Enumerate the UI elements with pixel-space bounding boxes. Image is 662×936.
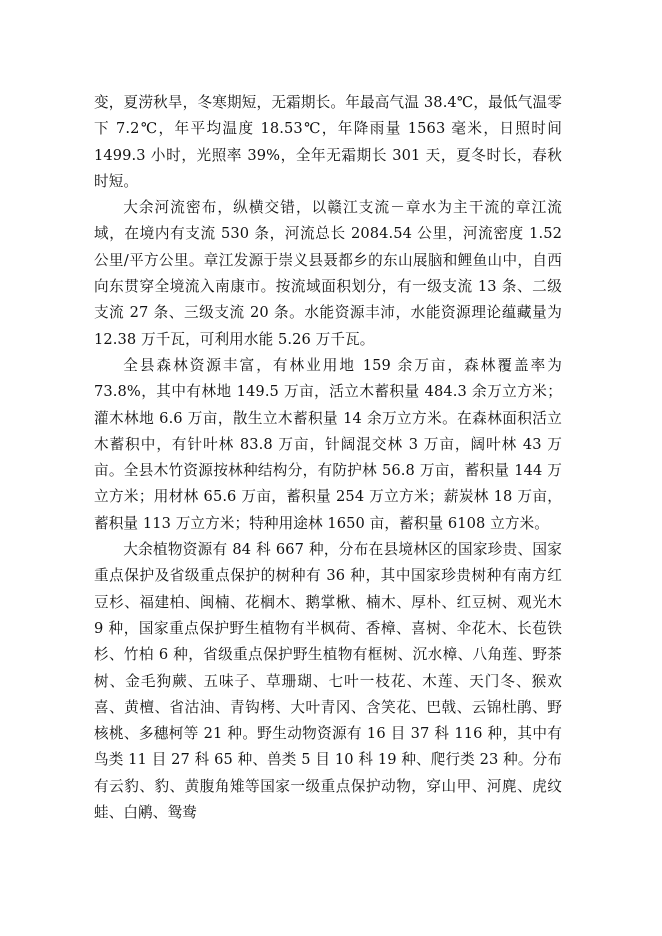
paragraph-flora-fauna: 大余植物资源有 84 科 667 种，分布在县境林区的国家珍贵、国家重点保护及省级重点保护的树种有 36 种，其中国家珍贵树种有南方红豆杉、福建柏、闽楠、花榈木、鹅掌楸、楠木、厚朴、红豆树、观光木 9 种，国家重点保护野生植物有半枫荷、香樟、喜树、伞花木、长苞铁杉、竹柏 6 种，省级重点保护野生植物有框树、沉水樟、八角莲、野茶树、金毛狗蕨、五味子、草珊瑚、七叶一枝花、木莲、天门冬、猴欢喜、黄檀、省沽油、青钩栲、大叶青冈、含笑花、巴戟、云锦杜鹃、野核桃、多穗柯等 21 种。野生动物资源有 16 目 37 科 116 种，其中有鸟类 11 目 27 科 65 种、兽类 5 目 10 科 19 种、爬行类 23 种。分布有云豹、豹、黄腹角雉等国家一级重点保护动物，穿山甲、河麂、虎纹蛙、白鹇、鸳鸯 xyxy=(94,541,562,822)
paragraph-rivers: 大余河流密布，纵横交错，以赣江支流－章水为主干流的章江流域，在境内有支流 530 条，河流总长 2084.54 公里，河流密度 1.52 公里/平方公里。章江发源于崇义县聂都乡的东山展脑和鲤鱼山中，自西向东贯穿全境流入南康市。按流域面积划分，有一级支流 13 条、二级支流 27 条、三级支流 20 条。水能资源丰沛，水能资源理论蕴藏量为 12.38 万千瓦，可利用水能 5.26 万千瓦。 xyxy=(94,199,562,348)
paragraph-forests: 全县森林资源丰富，有林业用地 159 余万亩，森林覆盖率为 73.8%，其中有林地 149.5 万亩，活立木蓄积量 484.3 余万立方米；灌木林地 6.6 万亩，散生立木蓄积量 14 余万立方米。在森林面积活立木蓄积中，有针叶林 83.8 万亩，针阔混交林 3 万亩，阔叶林 43 万亩。全县木竹资源按林种结构分，有防护林 56.8 万亩，蓄积量 144 万立方米；用材林 65.6 万亩，蓄积量 254 万立方米；薪炭林 18 万亩，蓄积量 113 万立方米；特种用途林 1650 亩，蓄积量 6108 立方米。 xyxy=(94,356,562,532)
body-text xyxy=(94,90,562,826)
paragraph-climate: 变，夏涝秋旱，冬寒期短，无霜期长。年最高气温 38.4℃，最低气温零下 7.2℃，年平均温度 18.53℃，年降雨量 1563 毫米，日照时间 1499.3 小时，光照率 39%，全年无霜期长 301 天，夏冬时长，春秋时短。 xyxy=(94,94,562,190)
